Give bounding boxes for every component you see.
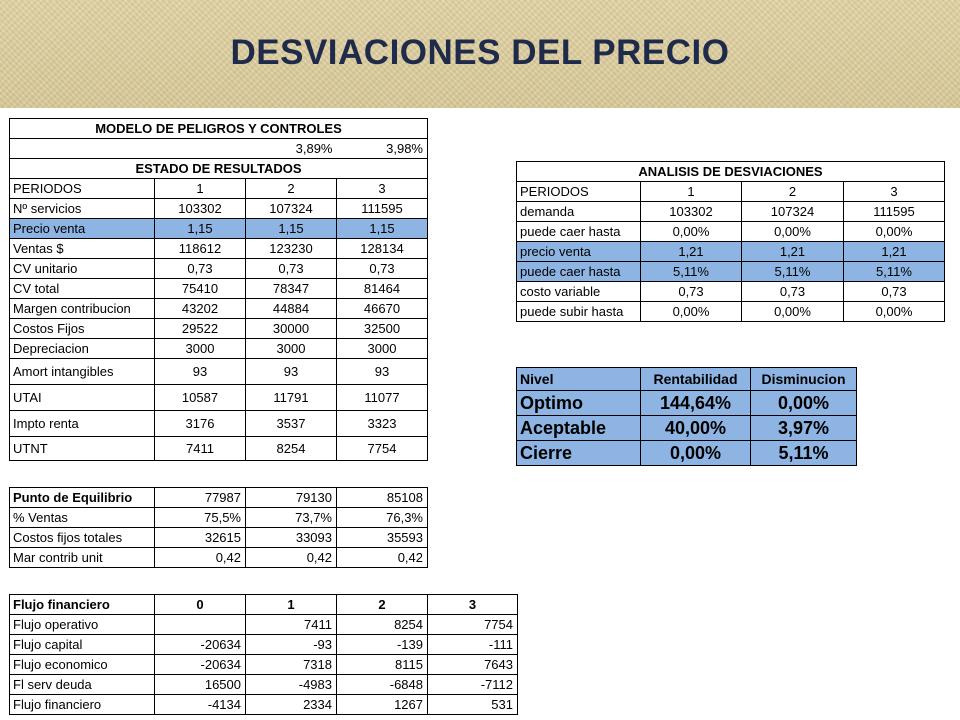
cell	[155, 615, 246, 635]
cell: 1,15	[337, 219, 428, 239]
table-row-highlighted	[517, 242, 945, 262]
cell: 11791	[246, 385, 337, 411]
table-row	[10, 359, 428, 385]
cell: 0,00%	[844, 302, 945, 322]
deviation-title-row	[517, 162, 945, 182]
cell: 123230	[246, 239, 337, 259]
levels-header-row	[517, 368, 857, 391]
row-label: UTNT	[10, 437, 155, 461]
cell: 3	[337, 179, 428, 199]
column-header: 3	[428, 595, 518, 615]
row-label: UTAI	[10, 385, 155, 411]
row-label: Fl serv deuda	[10, 675, 155, 695]
row-label: PERIODOS	[517, 182, 641, 202]
cell: 8115	[337, 655, 428, 675]
row-label: CV total	[10, 279, 155, 299]
income-statement-table	[9, 118, 428, 461]
cell: 40,00%	[641, 416, 751, 441]
cell: 1,15	[246, 219, 337, 239]
row-label: % Ventas	[10, 508, 155, 528]
table-row	[10, 259, 428, 279]
table-row	[10, 279, 428, 299]
cell: 7754	[428, 615, 518, 635]
cell: 7754	[337, 437, 428, 461]
table-row	[10, 548, 428, 568]
deviation-analysis-table	[516, 161, 945, 322]
cell: 0,00%	[742, 302, 844, 322]
row-label: Flujo economico	[10, 655, 155, 675]
cell: 5,11%	[751, 441, 857, 466]
cell: 1,21	[641, 242, 742, 262]
breakeven-table	[9, 487, 428, 568]
row-label: Ventas $	[10, 239, 155, 259]
cell: 75410	[155, 279, 246, 299]
column-header: Rentabilidad	[641, 368, 751, 391]
cell: 8254	[337, 615, 428, 635]
column-header: 1	[246, 595, 337, 615]
cell: 29522	[155, 319, 246, 339]
row-label: Precio venta	[10, 219, 155, 239]
cell: 33093	[246, 528, 337, 548]
row-label: Flujo financiero	[10, 695, 155, 715]
row-label: Nº servicios	[10, 199, 155, 219]
cell: 3,97%	[751, 416, 857, 441]
cell: 78347	[246, 279, 337, 299]
cell: 0,00%	[641, 441, 751, 466]
cell: 32500	[337, 319, 428, 339]
cell: 75,5%	[155, 508, 246, 528]
row-label: Mar contrib unit	[10, 548, 155, 568]
table-row	[10, 385, 428, 411]
cell: 5,11%	[641, 262, 742, 282]
row-label: CV unitario	[10, 259, 155, 279]
row-label: Aceptable	[517, 416, 641, 441]
cell: 7643	[428, 655, 518, 675]
table-row	[10, 508, 428, 528]
cell: 3323	[337, 411, 428, 437]
deviation-title: ANALISIS DE DESVIACIONES	[517, 162, 945, 182]
table-row	[10, 299, 428, 319]
cell: 5,11%	[844, 262, 945, 282]
table-row-highlighted	[10, 219, 428, 239]
table-row	[517, 182, 945, 202]
statement-title: ESTADO DE RESULTADOS	[10, 159, 428, 179]
row-label: puede caer hasta	[517, 262, 641, 282]
cell: 3000	[155, 339, 246, 359]
cell: 107324	[742, 202, 844, 222]
statement-title-row	[10, 159, 428, 179]
cell: 1,21	[742, 242, 844, 262]
cell: 0,00%	[641, 222, 742, 242]
table-row	[10, 319, 428, 339]
table-row	[10, 528, 428, 548]
cell: -139	[337, 635, 428, 655]
cell: 0,73	[337, 259, 428, 279]
cell: 2	[742, 182, 844, 202]
table-row	[10, 655, 518, 675]
table-row	[10, 199, 428, 219]
cell: 46670	[337, 299, 428, 319]
row-label: puede caer hasta	[517, 222, 641, 242]
row-label: costo variable	[517, 282, 641, 302]
table-row	[10, 695, 518, 715]
column-header: 2	[337, 595, 428, 615]
model-title: MODELO DE PELIGROS Y CONTROLES	[10, 119, 428, 139]
row-label: Costos Fijos	[10, 319, 155, 339]
cell: 2334	[246, 695, 337, 715]
cell: 3176	[155, 411, 246, 437]
cell: 103302	[641, 202, 742, 222]
table-row	[10, 675, 518, 695]
cell: 0,73	[155, 259, 246, 279]
cell: -111	[428, 635, 518, 655]
cell: 1	[155, 179, 246, 199]
column-header: 0	[155, 595, 246, 615]
cell: 0,00%	[751, 391, 857, 416]
cell: 3000	[337, 339, 428, 359]
table-row	[517, 202, 945, 222]
cell: -93	[246, 635, 337, 655]
cell: 144,64%	[641, 391, 751, 416]
table-row	[517, 416, 857, 441]
row-label: Flujo operativo	[10, 615, 155, 635]
cell: 10587	[155, 385, 246, 411]
row-label: Amort intangibles	[10, 359, 155, 385]
cell: 32615	[155, 528, 246, 548]
cell: 107324	[246, 199, 337, 219]
cell: 0,00%	[742, 222, 844, 242]
cell: 118612	[155, 239, 246, 259]
levels-table	[516, 367, 857, 466]
cell: 35593	[337, 528, 428, 548]
row-label: Costos fijos totales	[10, 528, 155, 548]
page-title: DESVIACIONES DEL PRECIO	[230, 33, 730, 72]
cell: 111595	[337, 199, 428, 219]
table-row	[517, 302, 945, 322]
cell: 1267	[337, 695, 428, 715]
table-row	[10, 239, 428, 259]
row-label: Margen contribucion	[10, 299, 155, 319]
cell: 77987	[155, 488, 246, 508]
cell: 85108	[337, 488, 428, 508]
cell: 3537	[246, 411, 337, 437]
cashflow-table	[9, 594, 518, 715]
cell: 1	[641, 182, 742, 202]
cell: 0,00%	[641, 302, 742, 322]
spreadsheet-area	[0, 108, 960, 720]
cell: 93	[246, 359, 337, 385]
cell: 7318	[246, 655, 337, 675]
table-row	[517, 282, 945, 302]
row-label: Punto de Equilibrio	[10, 488, 155, 508]
growth-rate: 3,89%	[295, 141, 333, 156]
cell: -6848	[337, 675, 428, 695]
growth-rate: 3,98%	[337, 139, 428, 159]
cell: 16500	[155, 675, 246, 695]
table-row	[10, 179, 428, 199]
cell: 0,73	[246, 259, 337, 279]
model-title-row	[10, 119, 428, 139]
cell: 3	[844, 182, 945, 202]
cell: 0,42	[155, 548, 246, 568]
cell: 2	[246, 179, 337, 199]
row-label: Cierre	[517, 441, 641, 466]
table-row	[10, 635, 518, 655]
table-row	[10, 411, 428, 437]
row-label: demanda	[517, 202, 641, 222]
title-banner	[0, 0, 960, 108]
cell: 3000	[246, 339, 337, 359]
table-row	[10, 339, 428, 359]
cell: 0,73	[844, 282, 945, 302]
table-row	[10, 615, 518, 635]
cell: 93	[337, 359, 428, 385]
column-header: Disminucion	[751, 368, 857, 391]
row-label: puede subir hasta	[517, 302, 641, 322]
table-row	[10, 488, 428, 508]
row-label: Impto renta	[10, 411, 155, 437]
table-row	[517, 391, 857, 416]
cell: 73,7%	[246, 508, 337, 528]
growth-row	[10, 139, 428, 159]
row-label: Depreciacion	[10, 339, 155, 359]
cell: 11077	[337, 385, 428, 411]
cell: 7411	[155, 437, 246, 461]
cell: 44884	[246, 299, 337, 319]
cell: 79130	[246, 488, 337, 508]
table-row-highlighted	[517, 262, 945, 282]
row-label: precio venta	[517, 242, 641, 262]
table-row	[517, 222, 945, 242]
row-label: Optimo	[517, 391, 641, 416]
table-row	[517, 441, 857, 466]
cell: -4134	[155, 695, 246, 715]
cell: 1,15	[155, 219, 246, 239]
cell: 81464	[337, 279, 428, 299]
cell: 7411	[246, 615, 337, 635]
cell: 30000	[246, 319, 337, 339]
cell: 531	[428, 695, 518, 715]
cell: -20634	[155, 635, 246, 655]
cell: 0,42	[337, 548, 428, 568]
cell: 43202	[155, 299, 246, 319]
cell: -20634	[155, 655, 246, 675]
cell: 76,3%	[337, 508, 428, 528]
table-row	[10, 437, 428, 461]
cell: 128134	[337, 239, 428, 259]
cell: 8254	[246, 437, 337, 461]
cell: -7112	[428, 675, 518, 695]
cell: 0,00%	[844, 222, 945, 242]
cashflow-header-row	[10, 595, 518, 615]
row-label: PERIODOS	[10, 179, 155, 199]
cell: 5,11%	[742, 262, 844, 282]
cell: 1,21	[844, 242, 945, 262]
cell: 0,73	[641, 282, 742, 302]
cell: 0,42	[246, 548, 337, 568]
cell: 93	[155, 359, 246, 385]
cell: 111595	[844, 202, 945, 222]
cell: -4983	[246, 675, 337, 695]
cell: 0,73	[742, 282, 844, 302]
column-header: Nivel	[517, 368, 641, 391]
row-label: Flujo financiero	[10, 595, 155, 615]
cell: 103302	[155, 199, 246, 219]
row-label: Flujo capital	[10, 635, 155, 655]
